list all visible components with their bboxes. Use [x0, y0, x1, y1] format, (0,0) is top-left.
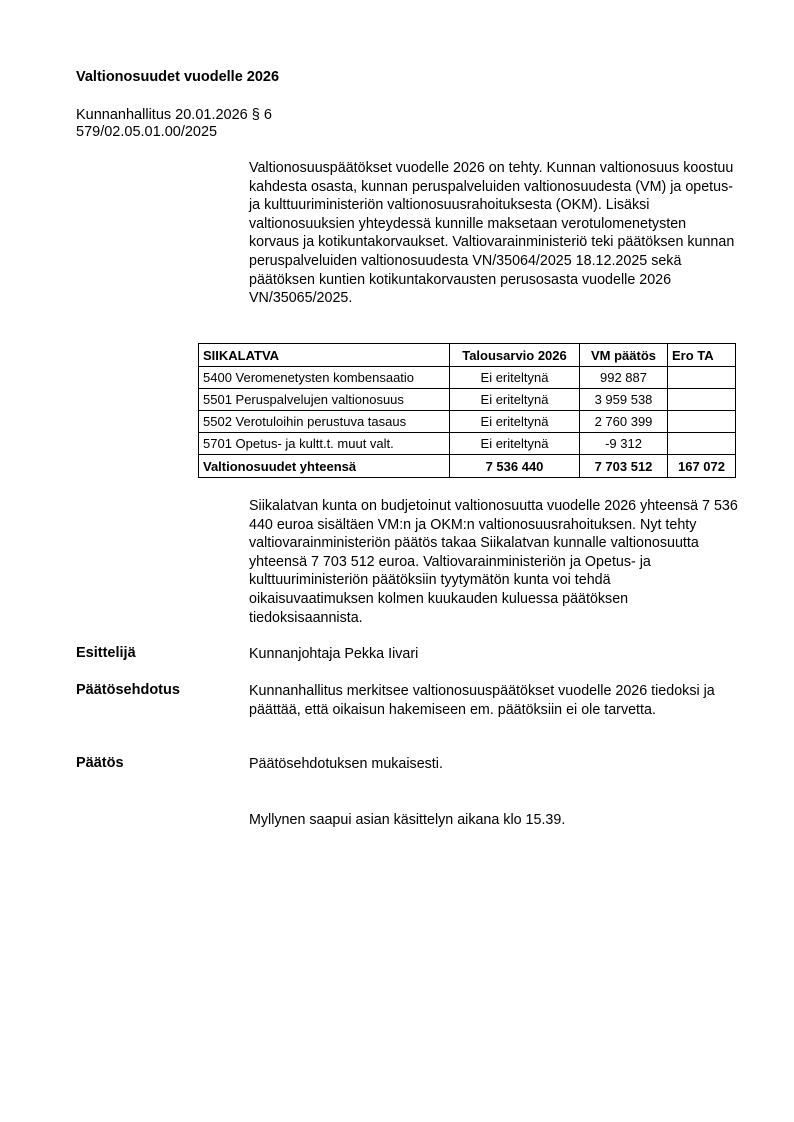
total-cell: 7 536 440 — [450, 455, 580, 478]
document-title: Valtionosuudet vuodelle 2026 — [76, 69, 280, 85]
table-cell: 5501 Peruspalvelujen valtionosuus — [199, 389, 450, 411]
table-header-row — [199, 344, 736, 367]
attendance-note: Myllynen saapui asian käsittelyn aikana klo 15.39. — [249, 812, 566, 828]
decision-value: Päätösehdotuksen mukaisesti. — [249, 756, 443, 772]
table-row — [199, 433, 736, 455]
table-cell: Ei eriteltynä — [450, 367, 580, 389]
header-cell: SIIKALATVA — [199, 344, 450, 367]
table-cell: 2 760 399 — [580, 411, 668, 433]
table-cell: 992 887 — [580, 367, 668, 389]
table-row — [199, 367, 736, 389]
meeting-line: Kunnanhallitus 20.01.2026 § 6 — [76, 107, 272, 123]
presenter-label: Esittelijä — [76, 645, 136, 661]
table-cell: 5502 Verotuloihin perustuva tasaus — [199, 411, 450, 433]
reference-number: 579/02.05.01.00/2025 — [76, 124, 218, 140]
total-cell: Valtionosuudet yhteensä — [199, 455, 450, 478]
meeting-info — [76, 107, 272, 141]
proposal-value: Kunnanhallitus merkitsee valtionosuuspäätökset vuodelle 2026 tiedoksi ja päättää, että oikaisun hakemiseen em. päätöksiin ei ole tarvetta. — [249, 683, 715, 718]
table-cell: -9 312 — [580, 433, 668, 455]
table-cell: Ei eriteltynä — [450, 433, 580, 455]
table-cell — [668, 367, 736, 389]
table-cell: Ei eriteltynä — [450, 411, 580, 433]
proposal-label: Päätösehdotus — [76, 682, 180, 698]
state-subsidy-table — [198, 343, 736, 478]
table-row — [199, 411, 736, 433]
table-cell — [668, 411, 736, 433]
table-row — [199, 389, 736, 411]
header-cell: Ero TA — [668, 344, 736, 367]
decision-label: Päätös — [76, 755, 124, 771]
header-cell: Talousarvio 2026 — [450, 344, 580, 367]
table-cell — [668, 389, 736, 411]
table-cell: 5701 Opetus- ja kultt.t. muut valt. — [199, 433, 450, 455]
header-cell: VM päätös — [580, 344, 668, 367]
table-cell: Ei eriteltynä — [450, 389, 580, 411]
presenter-value: Kunnanjohtaja Pekka Iivari — [249, 646, 419, 662]
table-cell: 5400 Veromenetysten kombensaatio — [199, 367, 450, 389]
table-cell — [668, 433, 736, 455]
table-total-row — [199, 455, 736, 478]
total-cell: 7 703 512 — [580, 455, 668, 478]
intro-paragraph: Valtionosuuspäätökset vuodelle 2026 on tehty. Kunnan valtionosuus koostuu kahdesta osasta, kunnan peruspalveluiden valtionosuudesta (VM) ja opetus- ja kulttuuriministeriön valtionosuusrahoituksesta (OKM). Lisäksi valtionosuuksien yhteydessä kunnille maksetaan verotulomenetysten korvaus ja kotikuntakorvaukset. Valtiovarainministeriö teki päätöksen kunnan peruspalveluiden valtionosuudesta VN/35064/2025 18.12.2025 sekä päätöksen kuntien kotikuntakorvausten perusosasta vuodelle 2026 VN/35065/2025. — [249, 160, 735, 307]
total-cell: 167 072 — [668, 455, 736, 478]
table-cell: 3 959 538 — [580, 389, 668, 411]
budget-paragraph: Siikalatvan kunta on budjetoinut valtionosuutta vuodelle 2026 yhteensä 7 536 440 euroa sisältäen VM:n ja OKM:n valtionosuusrahoituksen. Nyt tehty valtiovarainministeriön päätös takaa Siikalatvan kunnalle valtionosuutta yhteensä 7 703 512 euroa. Valtiovarainministeriön ja Opetus- ja kulttuuriministeriön päätöksiin tyytymätön kunta voi tehdä oikaisuvaatimuksen kolmen kuukauden kuluessa päätöksen tiedoksisaannista. — [249, 498, 738, 626]
